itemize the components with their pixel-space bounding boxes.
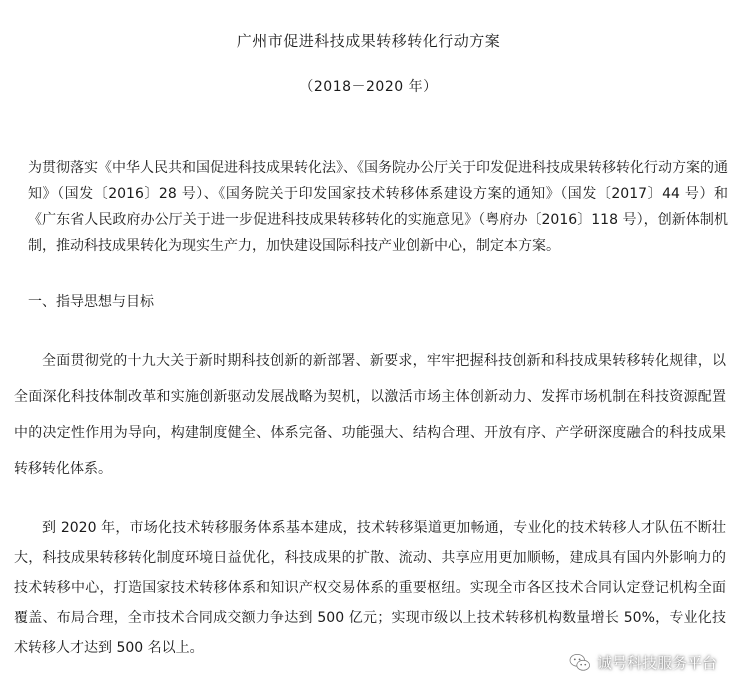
wechat-icon xyxy=(569,653,591,673)
document-title: 广州市促进科技成果转移转化行动方案 xyxy=(236,32,501,50)
watermark-text: 诚号科技服务平台 xyxy=(596,654,717,672)
document-subtitle: （2018－2020 年） xyxy=(299,79,438,95)
guiding-paragraph: 全面贯彻党的十九大关于新时期科技创新的新部署、新要求，牢牢把握科技创新和科技成果转移转化规律，以全面深化科技体制改革和实施创新驱动发展战略为契机，以激活市场主体创新动力、发挥市场机制在科技资源配置中的决定性作用为导向，构建制度健全、体系完备、功能强大、结构合理、开放有序、产学研深度融合的科技成果转移转化体系。 xyxy=(14,353,726,477)
goals-paragraph: 到 2020 年，市场化技术转移服务体系基本建成，技术转移渠道更加畅通，专业化的技术转移人才队伍不断壮大，科技成果转移转化制度环境日益优化，科技成果的扩散、流动、共享应用更加顺畅，建成具有国内外影响力的技术转移中心，打造国家技术转移体系和知识产权交易体系的重要枢纽。实现全市各区技术合同认定登记机构全面覆盖、布局合理，全市技术合同成交额力争达到 500 亿元；实现市级以上技术转移机构数量增长 50%，专业化技术转移人才达到 500 名以上。 xyxy=(14,520,726,656)
watermark xyxy=(569,652,717,673)
intro-paragraph: 为贯彻落实《中华人民共和国促进科技成果转化法》、《国务院办公厅关于印发促进科技成果转移转化行动方案的通知》（国发〔2016〕28 号）、《国务院关于印发国家技术转移体系建设方案的通知》（国发〔2017〕44 号）和《广东省人民政府办公厅关于进一步促进科技成果转移转化的实施意见》（粤府办〔2016〕118 号），创新体制机制，推动科技成果转化为现实生产力，加快建设国际科技产业创新中心，制定本方案。 xyxy=(28,160,728,254)
section-heading: 一、指导思想与目标 xyxy=(28,294,154,310)
